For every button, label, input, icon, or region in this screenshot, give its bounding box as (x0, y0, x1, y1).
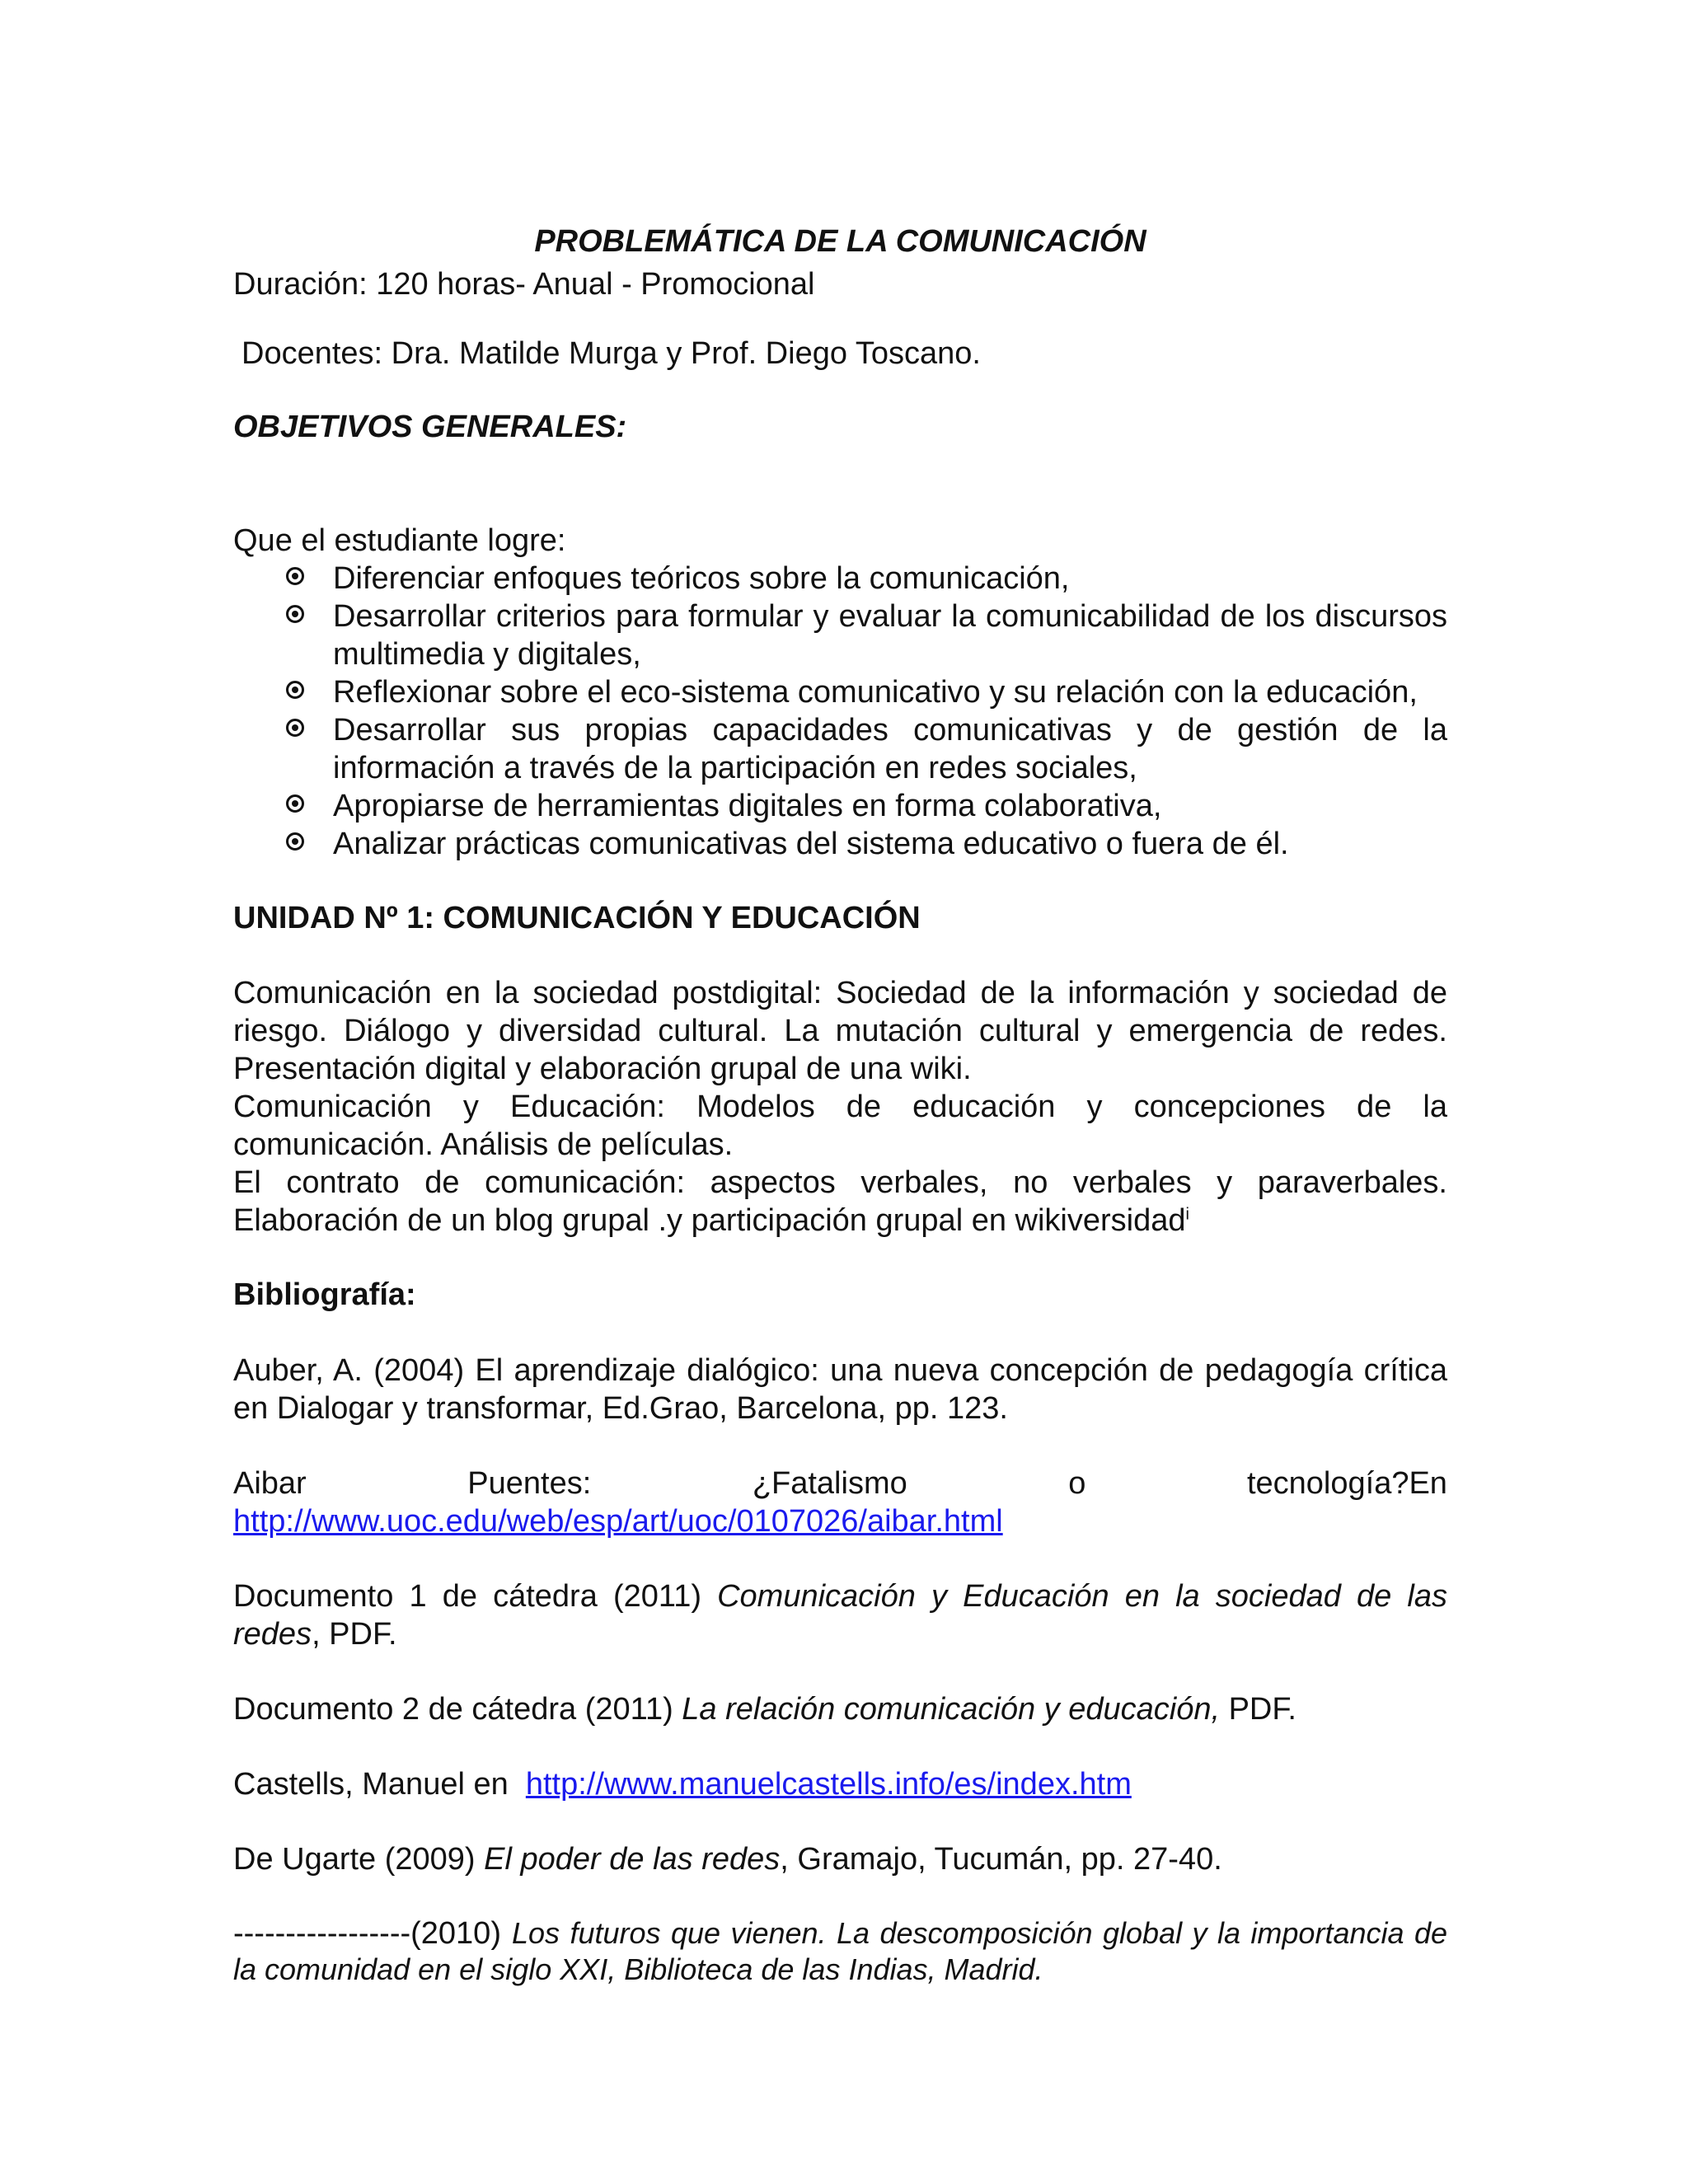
radio-bullet-icon (286, 832, 304, 851)
reference-aibar: Aibar Puentes: ¿Fatalismo o tecnología?En http://www.uoc.edu/web/esp/art/uoc/0107026/aibar.html (233, 1466, 1447, 1539)
objective-item: Desarrollar criterios para formular y evaluar la comunicabilidad de los discursos multimedia y digitales, (233, 598, 1447, 673)
objective-item: Desarrollar sus propias capacidades comunicativas y de gestión de la información a través de la participación en redes sociales, (233, 711, 1447, 787)
document-page (233, 223, 1447, 1987)
radio-bullet-icon (286, 719, 304, 737)
unit-heading: UNIDAD Nº 1: COMUNICACIÓN Y EDUCACIÓN (233, 901, 921, 935)
radio-bullet-icon (286, 681, 304, 699)
reference-castells: Castells, Manuel en http://www.manuelcastells.info/es/index.htm (233, 1767, 1132, 1802)
unit-body (233, 974, 1447, 1240)
objectives-intro: Que el estudiante logre: (233, 523, 566, 558)
reference-futuros: -----------------(2010) Los futuros que vienen. La descomposición global y la importancia de la comunidad en el siglo XXI, Biblioteca de las Indias, Madrid. (233, 1916, 1447, 1986)
unit-paragraph: El contrato de comunicación: aspectos verbales, no verbales y paraverbales. Elaboración de un blog grupal .y participación grupal en wikiversidad$^i$ (233, 1165, 1447, 1238)
unit-paragraph: Comunicación en la sociedad postdigital: Sociedad de la información y sociedad de riesgo. Diálogo y diversidad cultural. La mutación cultural y emergencia de redes. Presentación digital y elaboración grupal de una wiki. (233, 976, 1447, 1086)
objective-item: Reflexionar sobre el eco-sistema comunicativo y su relación con la educación, (233, 673, 1447, 711)
objective-item: Diferenciar enfoques teóricos sobre la comunicación, (233, 560, 1447, 598)
objectives-heading: OBJETIVOS GENERALES: (233, 410, 627, 444)
duration-line: Duración: 120 horas- Anual - Promocional (233, 267, 815, 302)
objective-item: Apropiarse de herramientas digitales en forma colaborativa, (233, 787, 1447, 825)
radio-bullet-icon (286, 605, 304, 623)
castells-link[interactable]: http://www.manuelcastells.info/es/index.htm (525, 1767, 1132, 1802)
bibliography-heading: Bibliografía: (233, 1277, 416, 1312)
unit-paragraph: Comunicación y Educación: Modelos de educación y concepciones de la comunicación. Análisis de películas. (233, 1090, 1447, 1162)
aibar-link[interactable]: http://www.uoc.edu/web/esp/art/uoc/0107026/aibar.html (233, 1504, 1003, 1539)
reference-auber: Auber, A. (2004) El aprendizaje dialógico: una nueva concepción de pedagogía crítica en Dialogar y transformar, Ed.Grao, Barcelona, pp. 123. (233, 1353, 1447, 1426)
radio-bullet-icon (286, 794, 304, 813)
radio-bullet-icon (286, 567, 304, 585)
objective-item: Analizar prácticas comunicativas del sistema educativo o fuera de él. (233, 825, 1447, 863)
footnote-link[interactable]: i (1185, 1205, 1189, 1224)
objectives-list (233, 560, 1447, 863)
reference-doc1: Documento 1 de cátedra (2011) Comunicación y Educación en la sociedad de las redes, PDF. (233, 1579, 1447, 1652)
reference-ugarte: De Ugarte (2009) El poder de las redes, Gramajo, Tucumán, pp. 27-40. (233, 1842, 1222, 1877)
document-title: PROBLEMÁTICA DE LA COMUNICACIÓN (534, 224, 1146, 259)
reference-doc2: Documento 2 de cátedra (2011) La relación comunicación y educación, PDF. (233, 1692, 1296, 1727)
teachers-line: Docentes: Dra. Matilde Murga y Prof. Diego Toscano. (241, 336, 981, 371)
